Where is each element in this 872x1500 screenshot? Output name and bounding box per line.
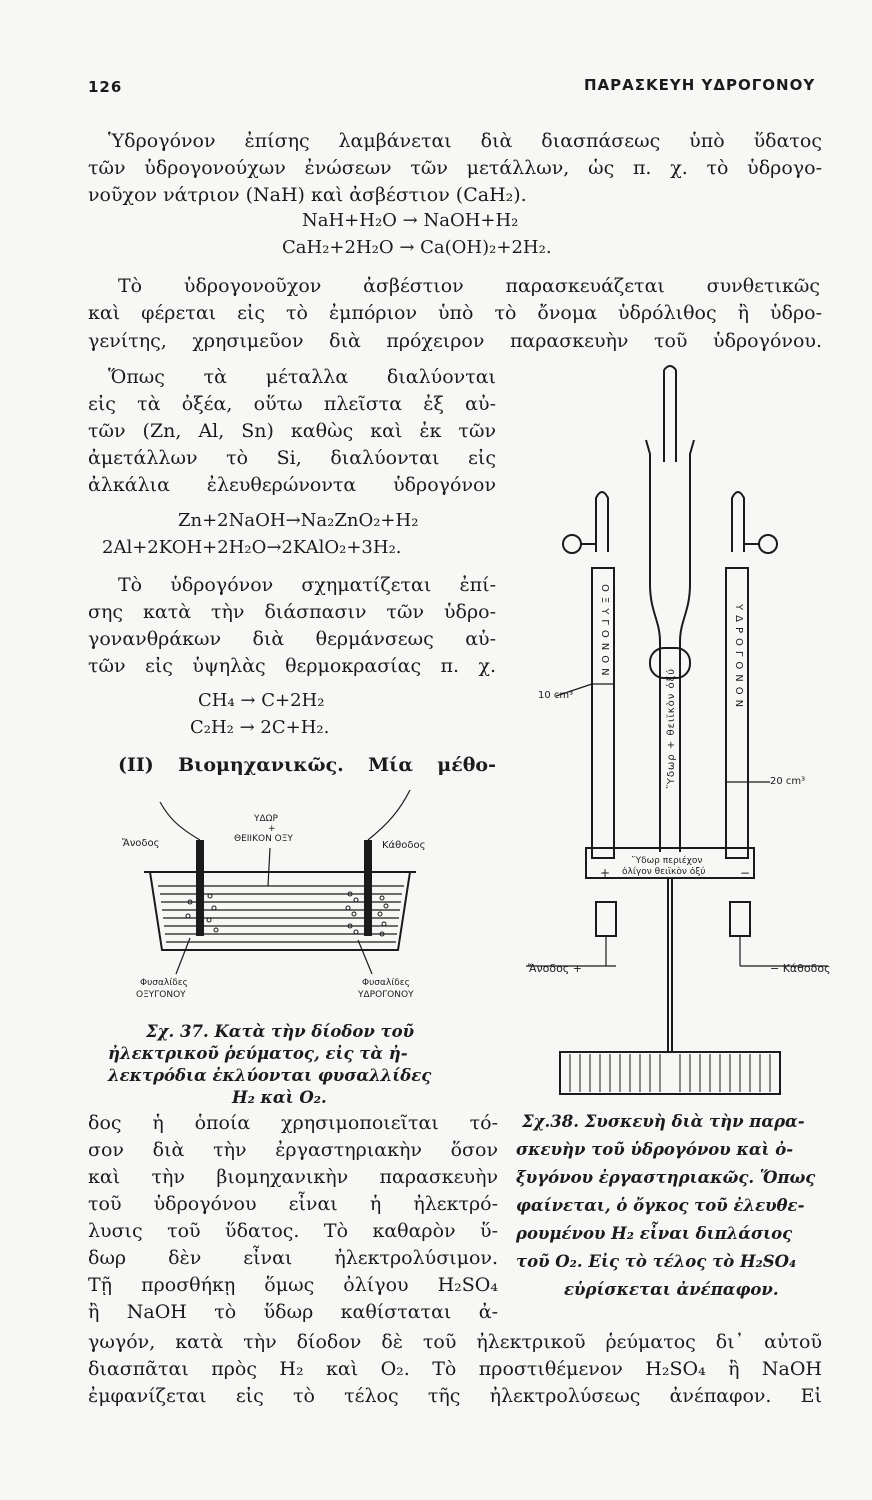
fig37-label-bubbles-left-1: Φυσαλίδες xyxy=(140,978,188,988)
para2-line-3: γενίτης, χρησιμεῦον διὰ πρόχειρον παρασκευὴν τοῦ ὑδρογόνου. xyxy=(88,330,822,352)
fig37-label-bubbles-left-2: ΟΞΥΓΟΝΟΥ xyxy=(136,990,186,1000)
para4-line-3: γονανθράκων διὰ θερμάνσεως αὐ- xyxy=(88,628,496,650)
para3-line-5: ἀλκάλια ἐλευθερώνοντα ὑδρογόνον xyxy=(88,474,496,496)
fig37-anode-wire xyxy=(160,802,200,840)
fig38-caption-line-1: Σχ.38. Συσκευὴ διὰ τὴν παρα- xyxy=(522,1112,805,1131)
equation-zn: Zn+2NaOH→Na₂ZnO₂+H₂ xyxy=(178,510,419,531)
para1-line-2: τῶν ὑδρογονούχων ἐνώσεων τῶν μετάλλων, ὡς π. χ. τὸ ὑδρογο- xyxy=(88,157,822,179)
fig37-caption-line-4: H₂ καὶ O₂. xyxy=(232,1088,327,1107)
fig38-hofmann-apparatus xyxy=(520,362,840,1112)
fig37-anode-electrode xyxy=(196,840,204,936)
fig38-caption-line-3: ξυγόνου ἐργαστηριακῶς. Ὅπως xyxy=(516,1168,816,1187)
para1-line-3: νοῦχον νάτριον (NaH) καὶ ἀσβέστιον (CaH₂). xyxy=(88,184,527,206)
para1-line-1: Ὑδρογόνον ἐπίσης λαμβάνεται διὰ διασπάσεως ὑπὸ ὕδατος xyxy=(108,130,822,152)
fig38-label-oxygen: ΟΞΥΓΟΝΟΝ xyxy=(599,584,610,681)
fig38-caption-line-4: φαίνεται, ὁ ὄγκος τοῦ ἐλευθε- xyxy=(516,1196,805,1215)
fig38-label-10cm3: 10 cm³ xyxy=(538,690,574,701)
para5-full-line-3: ἐμφανίζεται εἰς τὸ τέλος τῆς ἠλεκτρολύσεως ἀνέπαφον. Εἰ xyxy=(88,1385,822,1407)
fig38-label-plus: + xyxy=(600,866,611,880)
fig37-label-water: ΥΔΩΡ xyxy=(254,814,278,824)
para4-line-2: σης κατὰ τὴν διάσπασιν τῶν ὑδρο- xyxy=(88,601,496,623)
para3-line-4: ἀμετάλλων τὸ Si, διαλύονται εἰς xyxy=(88,447,496,469)
para2-line-2: καὶ φέρεται εἰς τὸ ἐμπόριον ὑπὸ τὸ ὄνομα ὑδρόλιθος ἢ ὑδρο- xyxy=(88,302,822,324)
running-title: ΠΑΡΑΣΚΕΥΗ ΥΔΡΟΓΟΝΟΥ xyxy=(584,76,816,94)
fig38-label-20cm3: 20 cm³ xyxy=(770,776,806,787)
page-number: 126 xyxy=(88,78,123,96)
para5-left-line-4: τοῦ ὑδρογόνου εἶναι ἡ ἠλεκτρό- xyxy=(88,1193,498,1215)
fig37-leader-right xyxy=(358,940,372,974)
fig37-cathode-electrode xyxy=(364,840,372,936)
para5-left-line-7: Τῇ προσθήκῃ ὅμως ὀλίγου H₂SO₄ xyxy=(88,1274,498,1296)
para5-left-line-8: ἢ NaOH τὸ ὕδωρ καθίσταται ἀ- xyxy=(88,1301,498,1323)
para4-line-4: τῶν εἰς ὑψηλὰς θερμοκρασίας π. χ. xyxy=(88,655,496,677)
para4-line-1: Τὸ ὑδρογόνον σχηματίζεται ἐπί- xyxy=(118,574,496,596)
equation-c2h2: C₂H₂ → 2C+H₂. xyxy=(190,717,330,738)
para3-line-2: εἰς τὰ ὀξέα, οὕτω πλεῖστα ἐξ αὐ- xyxy=(88,393,496,415)
para5-left-line-6: δωρ δὲν εἶναι ἠλεκτρολύσιμον. xyxy=(88,1247,498,1269)
fig38-stand-base xyxy=(560,1052,780,1094)
fig37-label-bubbles-right-1: Φυσαλίδες xyxy=(362,978,410,988)
para5-left-line-3: καὶ τὴν βιομηχανικὴν παρασκευὴν xyxy=(88,1166,498,1188)
fig37-label-plus: + xyxy=(268,824,276,834)
section-heading: (II) Βιομηχανικῶς. Μία μέθο- xyxy=(118,754,496,776)
para5-left-line-5: λυσις τοῦ ὕδατος. Τὸ καθαρὸν ὕ- xyxy=(88,1220,498,1242)
fig38-caption-line-5: ρουμένου H₂ εἶναι διπλάσιος xyxy=(516,1224,793,1243)
fig37-caption-line-1: Σχ. 37. Κατὰ τὴν δίοδον τοῦ xyxy=(146,1022,415,1041)
fig38-label-hydrogen: ΥΔΡΟΓΟΝΟΝ xyxy=(733,604,744,713)
fig38-note-line-1: Ὕδωρ περιέχον xyxy=(632,856,703,866)
fig38-electrode-right xyxy=(730,902,750,966)
fig38-label-cathode: − Κάθοδος xyxy=(770,962,831,975)
fig38-base-hatching xyxy=(570,1054,770,1092)
fig37-leader-left xyxy=(176,938,190,974)
para2-line-1: Τὸ ὑδρογονοῦχον ἀσβέστιον παρασκευάζεται συνθετικῶς xyxy=(118,275,820,297)
fig37-caption-line-3: λεκτρόδια ἐκλύονται φυσαλλίδες xyxy=(108,1066,432,1085)
fig37-label-anode: Ἄνοδος xyxy=(122,838,160,849)
equation-cah2: CaH₂+2H₂O → Ca(OH)₂+2H₂. xyxy=(282,237,552,258)
para3-line-1: Ὅπως τὰ μέταλλα διαλύονται xyxy=(108,366,496,388)
fig37-label-cathode: Κάθοδος xyxy=(382,840,426,851)
fig38-caption-line-7: εὑρίσκεται ἀνέπαφον. xyxy=(564,1280,779,1299)
para5-full-line-2: διασπᾶται πρὸς H₂ καὶ O₂. Τὸ προστιθέμενον H₂SO₄ ἢ NaOH xyxy=(88,1358,822,1380)
fig37-leader-top xyxy=(268,848,270,886)
fig38-electrode-left xyxy=(596,902,616,966)
para5-full-line-1: γωγόν, κατὰ τὴν δίοδον δὲ τοῦ ἠλεκτρικοῦ ῥεύματος δι᾽ αὐτοῦ xyxy=(88,1331,822,1353)
fig37-cathode-wire xyxy=(368,790,410,840)
fig37-caption-line-2: ἠλεκτρικοῦ ῥεύματος, εἰς τὰ ἠ- xyxy=(108,1044,408,1063)
equation-ch4: CH₄ → C+2H₂ xyxy=(198,690,325,711)
equation-al: 2Al+2KOH+2H₂O→2KAlO₂+3H₂. xyxy=(102,537,402,558)
fig38-caption-line-2: σκευὴν τοῦ ὑδρογόνου καὶ ὀ- xyxy=(516,1140,794,1159)
para5-left-line-1: δος ἡ ὁποία χρησιμοποιεῖται τό- xyxy=(88,1112,498,1134)
fig38-label-minus: − xyxy=(740,866,751,880)
fig38-note-line-2: ὀλίγον θειϊκὸν ὀξύ xyxy=(622,867,706,877)
fig38-label-anode: Ἄνοδος + xyxy=(528,962,582,975)
fig38-label-water-acid: Ὕδωρ + θειϊκὸν ὀξύ xyxy=(666,668,677,789)
para3-line-3: τῶν (Zn, Al, Sn) καθὼς καὶ ἐκ τῶν xyxy=(88,420,496,442)
equation-nah: NaH+H₂O → NaOH+H₂ xyxy=(302,210,519,231)
fig37-electrolysis-vessel xyxy=(110,790,470,1010)
fig37-label-bubbles-right-2: ΥΔΡΟΓΟΝΟΥ xyxy=(358,990,414,1000)
fig37-label-acid: ΘΕΙΙΚΟΝ ΟΞΥ xyxy=(234,834,293,844)
fig38-caption-line-6: τοῦ O₂. Εἰς τὸ τέλος τὸ H₂SO₄ xyxy=(516,1252,797,1271)
para5-left-line-2: σον διὰ τὴν ἐργαστηριακὴν ὅσον xyxy=(88,1139,498,1161)
